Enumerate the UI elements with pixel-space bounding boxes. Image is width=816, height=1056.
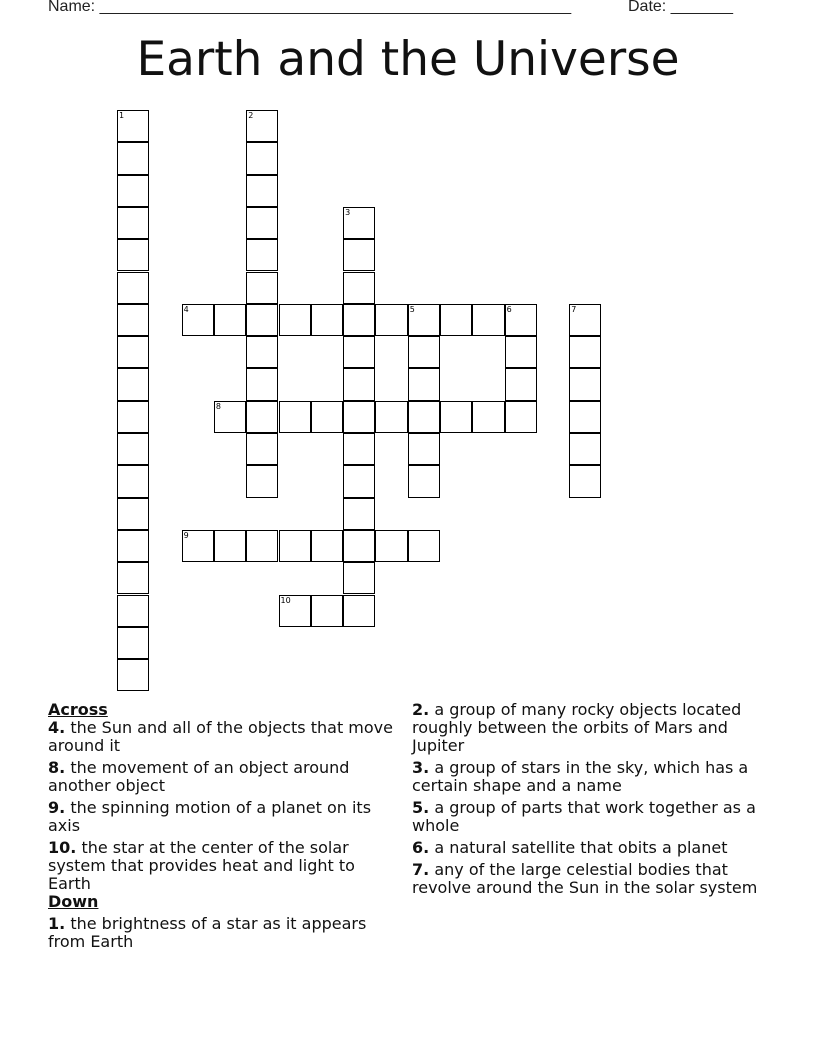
clue-number: 2. — [412, 700, 430, 719]
clue-text: a group of many rocky objects located roughly between the orbits of Mars and Jupiter — [412, 700, 742, 755]
clue-down-5 — [412, 799, 772, 835]
grid-cell[interactable] — [375, 304, 407, 336]
clue-text: any of the large celestial bodies that revolve around the Sun in the solar system — [412, 860, 758, 897]
across-heading: Across — [48, 700, 108, 719]
grid-cell[interactable] — [246, 272, 278, 304]
grid-cell[interactable] — [311, 595, 343, 627]
grid-cell[interactable] — [117, 498, 149, 530]
name-field[interactable]: _____________________________________________________ — [99, 0, 572, 15]
grid-cell[interactable] — [505, 336, 537, 368]
grid-cell[interactable] — [117, 142, 149, 174]
grid-cell[interactable] — [343, 401, 375, 433]
grid-cell[interactable] — [117, 175, 149, 207]
name-label: Name: — [48, 0, 96, 15]
grid-cell[interactable] — [117, 595, 149, 627]
clue-text: the Sun and all of the objects that move around it — [48, 718, 393, 755]
grid-cell[interactable] — [117, 562, 149, 594]
grid-cell[interactable] — [343, 530, 375, 562]
grid-cell[interactable] — [375, 401, 407, 433]
grid-cell[interactable] — [279, 304, 311, 336]
grid-cell[interactable] — [246, 175, 278, 207]
clue-number-label: 10 — [280, 595, 291, 605]
grid-cell[interactable] — [408, 530, 440, 562]
grid-cell[interactable] — [182, 530, 214, 562]
grid-cell[interactable] — [246, 465, 278, 497]
grid-cell[interactable] — [472, 304, 504, 336]
clue-number: 5. — [412, 798, 430, 817]
grid-cell[interactable] — [569, 368, 601, 400]
clue-text: a group of stars in the sky, which has a certain shape and a name — [412, 758, 749, 795]
grid-cell[interactable] — [505, 401, 537, 433]
grid-cell[interactable] — [343, 595, 375, 627]
clue-number-label: 3 — [345, 207, 351, 217]
clue-number-label: 1 — [119, 111, 125, 120]
grid-cell[interactable] — [343, 207, 375, 239]
clue-number-label: 2 — [248, 111, 254, 120]
grid-cell[interactable] — [408, 304, 440, 336]
grid-cell[interactable] — [311, 304, 343, 336]
grid-cell[interactable] — [311, 530, 343, 562]
clue-text: the star at the center of the solar system that provides heat and light to Earth — [48, 838, 355, 893]
grid-cell[interactable] — [117, 659, 149, 691]
clue-number-label: 7 — [571, 304, 577, 314]
grid-cell[interactable] — [246, 207, 278, 239]
clue-down-2 — [412, 701, 772, 755]
grid-cell[interactable] — [408, 465, 440, 497]
clues-left-column — [48, 701, 393, 955]
grid-cell[interactable] — [440, 401, 472, 433]
grid-cell[interactable] — [569, 401, 601, 433]
clue-text: the movement of an object around another object — [48, 758, 350, 795]
grid-cell[interactable] — [408, 433, 440, 465]
page-title: Earth and the Universe — [136, 32, 680, 87]
grid-cell[interactable] — [569, 336, 601, 368]
grid-cell[interactable] — [214, 401, 246, 433]
grid-cell[interactable] — [375, 530, 407, 562]
clue-number: 7. — [412, 860, 430, 879]
grid-cell[interactable] — [343, 433, 375, 465]
clue-number: 3. — [412, 758, 430, 777]
clue-number: 9. — [48, 798, 66, 817]
clue-text: a natural satellite that obits a planet — [434, 838, 728, 857]
grid-cell[interactable] — [569, 304, 601, 336]
grid-cell[interactable] — [343, 336, 375, 368]
grid-cell[interactable] — [505, 368, 537, 400]
clue-across-8 — [48, 759, 393, 795]
grid-cell[interactable] — [311, 401, 343, 433]
date-label: Date: — [628, 0, 667, 15]
grid-cell[interactable] — [117, 304, 149, 336]
clue-number-label: 9 — [183, 530, 189, 540]
clue-number-label: 6 — [506, 304, 512, 314]
grid-cell[interactable] — [117, 239, 149, 271]
grid-cell[interactable] — [246, 433, 278, 465]
grid-cell[interactable] — [279, 530, 311, 562]
grid-cell[interactable] — [246, 239, 278, 271]
grid-cell[interactable] — [117, 433, 149, 465]
grid-cell[interactable] — [214, 304, 246, 336]
grid-cell[interactable] — [246, 304, 278, 336]
clue-text: a group of parts that work together as a whole — [412, 798, 756, 835]
clue-number: 4. — [48, 718, 66, 737]
clue-down-7 — [412, 861, 772, 897]
clue-across-10 — [48, 839, 393, 893]
grid-cell[interactable] — [246, 336, 278, 368]
clue-text: the spinning motion of a planet on its axis — [48, 798, 372, 835]
clue-down-1 — [48, 915, 393, 951]
clue-down-6 — [412, 839, 772, 857]
grid-cell[interactable] — [505, 304, 537, 336]
grid-cell[interactable] — [117, 401, 149, 433]
grid-cell[interactable] — [343, 498, 375, 530]
clue-number-label: 5 — [409, 304, 415, 314]
clue-across-4 — [48, 719, 393, 755]
grid-cell[interactable] — [569, 465, 601, 497]
clue-number: 1. — [48, 914, 66, 933]
grid-cell[interactable] — [246, 368, 278, 400]
grid-cell[interactable] — [117, 336, 149, 368]
grid-cell[interactable] — [117, 368, 149, 400]
grid-cell[interactable] — [343, 239, 375, 271]
grid-cell[interactable] — [214, 530, 246, 562]
grid-cell[interactable] — [246, 401, 278, 433]
grid-cell[interactable] — [408, 368, 440, 400]
date-field[interactable]: _______ — [670, 0, 733, 15]
grid-cell[interactable] — [472, 401, 504, 433]
down-heading: Down — [48, 892, 99, 911]
clue-number: 6. — [412, 838, 430, 857]
grid-cell[interactable] — [343, 272, 375, 304]
clues-right-column — [412, 701, 772, 901]
grid-cell[interactable] — [117, 530, 149, 562]
grid-cell[interactable] — [246, 142, 278, 174]
grid-cell[interactable] — [343, 368, 375, 400]
grid-cell[interactable] — [117, 465, 149, 497]
grid-cell[interactable] — [343, 304, 375, 336]
clue-down-3 — [412, 759, 772, 795]
grid-cell[interactable] — [246, 530, 278, 562]
clue-number-label: 8 — [215, 401, 221, 411]
grid-cell[interactable] — [117, 272, 149, 304]
grid-cell[interactable] — [279, 401, 311, 433]
grid-cell[interactable] — [569, 433, 601, 465]
grid-cell[interactable] — [408, 401, 440, 433]
grid-cell[interactable] — [117, 207, 149, 239]
clue-number: 8. — [48, 758, 66, 777]
grid-cell[interactable] — [408, 336, 440, 368]
clue-text: the brightness of a star as it appears from Earth — [48, 914, 367, 951]
grid-cell[interactable] — [117, 110, 149, 142]
clue-across-9 — [48, 799, 393, 835]
grid-cell[interactable] — [279, 595, 311, 627]
clue-number: 10. — [48, 838, 77, 857]
grid-cell[interactable] — [343, 562, 375, 594]
grid-cell[interactable] — [117, 627, 149, 659]
clue-number-label: 4 — [183, 304, 189, 314]
grid-cell[interactable] — [343, 465, 375, 497]
grid-cell[interactable] — [246, 110, 278, 142]
grid-cell[interactable] — [182, 304, 214, 336]
grid-cell[interactable] — [440, 304, 472, 336]
